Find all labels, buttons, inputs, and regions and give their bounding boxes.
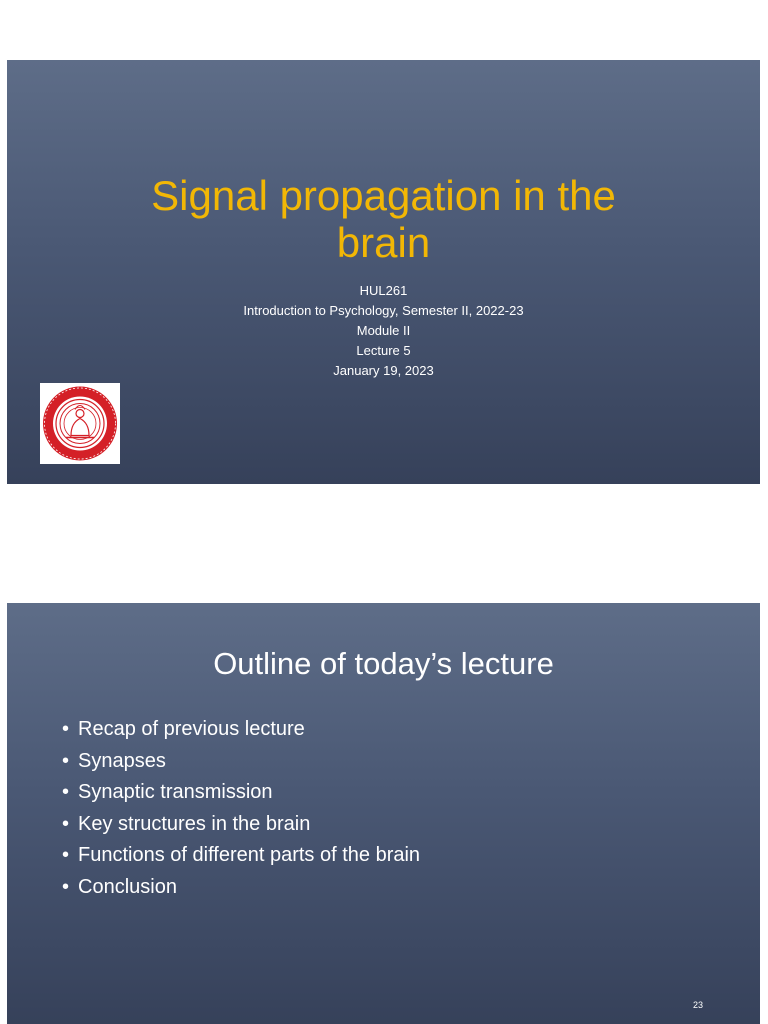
lecture-date: January 19, 2023 [333,363,434,378]
list-item: • Recap of previous lecture [62,714,420,746]
slide-title [7,172,760,266]
slide-title-line-2: brain [336,219,431,266]
institute-logo [40,383,120,464]
title-slide [7,60,760,484]
outline-slide [7,603,760,1024]
module-label: Module II [356,323,411,338]
list-item: • Key structures in the brain [62,809,420,841]
institute-seal-icon [40,383,120,464]
course-code: HUL261 [359,283,408,298]
outline-list [62,714,420,903]
outline-title: Outline of today’s lecture [213,646,554,681]
list-item: • Functions of different parts of the brain [62,840,420,872]
list-item: • Conclusion [62,872,420,904]
list-item: • Synaptic transmission [62,777,420,809]
course-name: Introduction to Psychology, Semester II, 2022-23 [243,303,524,318]
slide-subtitle-block [7,281,760,381]
page-number: 23 [692,1000,703,1010]
slide-title-line-1: Signal propagation in the [151,172,616,219]
list-item: • Synapses [62,746,420,778]
lecture-label: Lecture 5 [356,343,411,358]
